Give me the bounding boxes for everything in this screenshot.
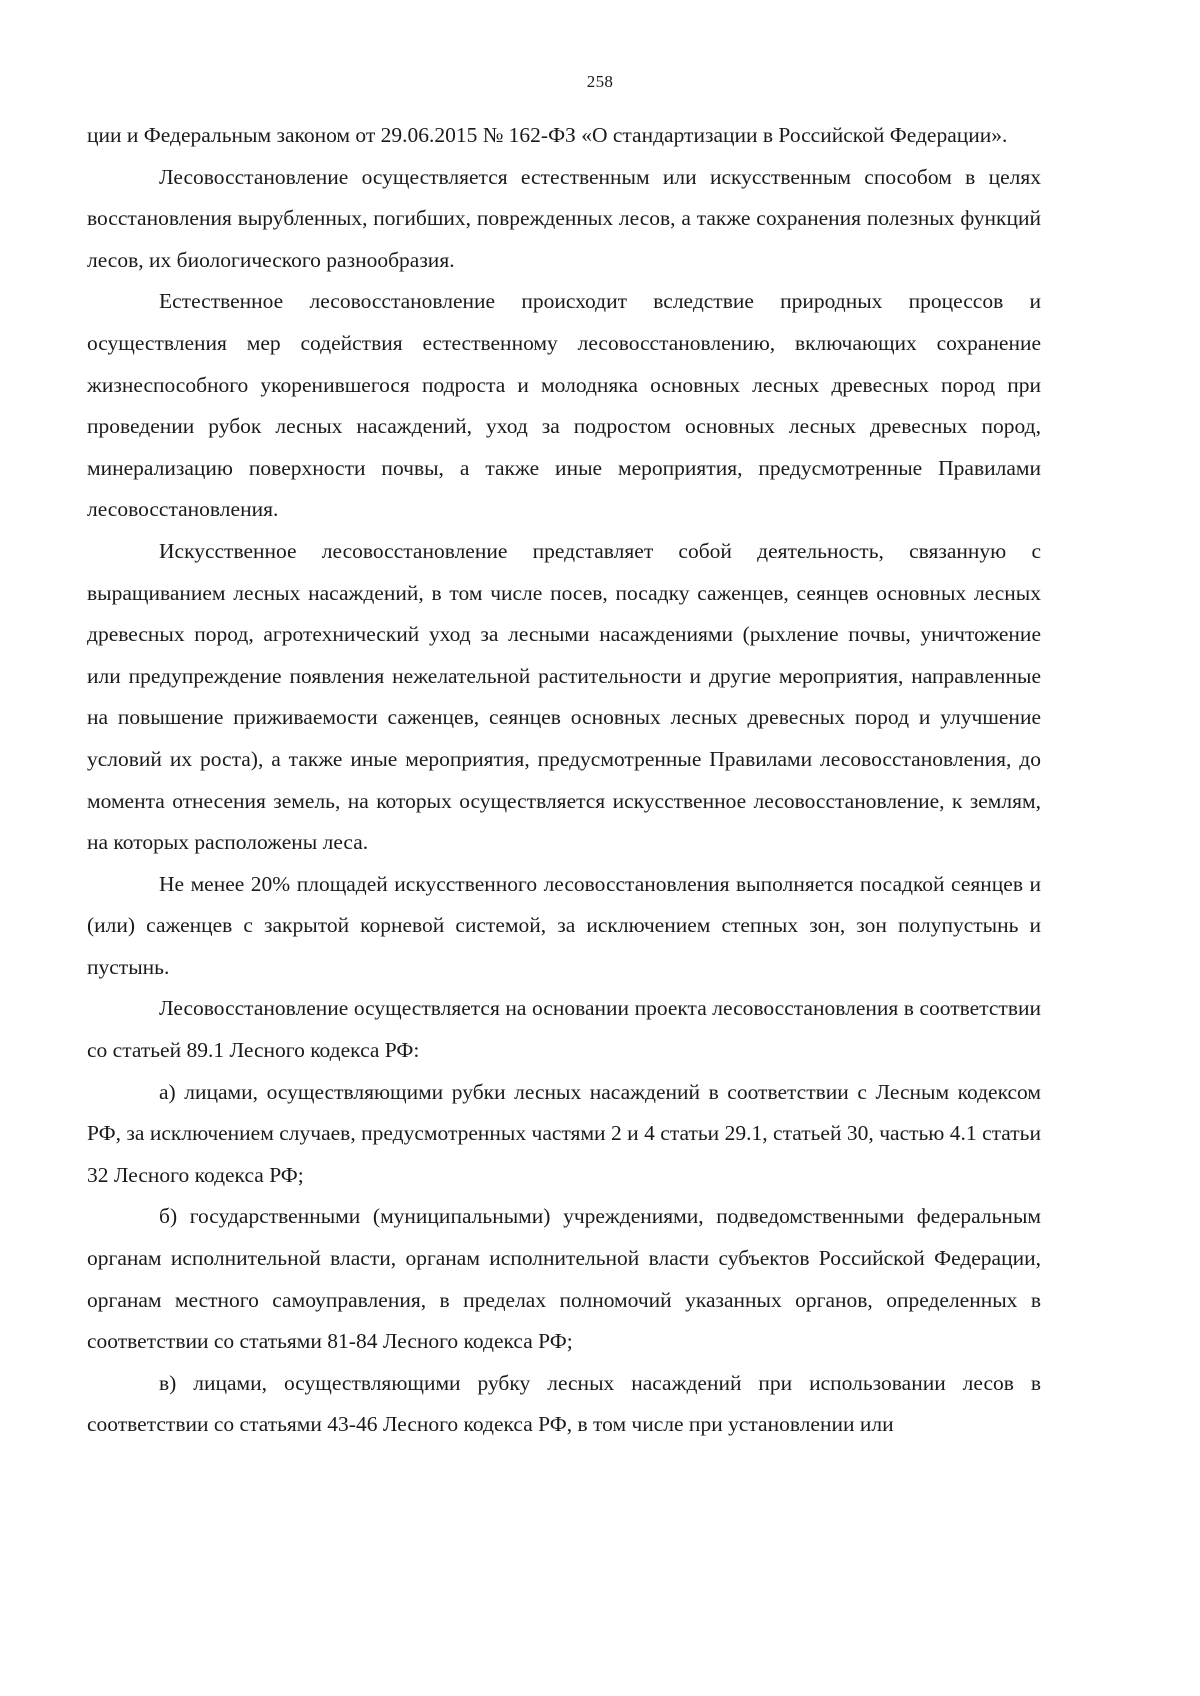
- document-body: [87, 115, 1041, 1446]
- paragraph: Искусственное лесовосстановление представляет собой деятельность, связанную с выращиванием лесных насаждений, в том числе посев, посадку саженцев, сеянцев основных лесных древесных пород, агротехнический уход за лесными насаждениями (рыхление почвы, уничтожение или предупреждение появления нежелательной растительности и другие мероприятия, направленные на повышение приживаемости саженцев, сеянцев основных лесных древесных пород и улучшение условий их роста), а также иные мероприятия, предусмотренные Правилами лесовосстановления, до момента отнесения земель, на которых осуществляется искусственное лесовосстановление, к землям, на которых расположены леса.: [87, 538, 1041, 855]
- paragraph-continuation: ции и Федеральным законом от 29.06.2015 № 162-ФЗ «О стандартизации в Российской Федерации».: [87, 123, 1008, 147]
- paragraph: Не менее 20% площадей искусственного лесовосстановления выполняется посадкой сеянцев и (или) саженцев с закрытой корневой системой, за исключением степных зон, зон полупустынь и пустынь.: [87, 871, 1041, 979]
- list-item-b: б) государственными (муниципальными) учреждениями, подведомственными федеральным органам исполнительной власти, органам исполнительной власти субъектов Российской Федерации, органам местного самоуправления, в пределах полномочий указанных органов, определенных в соответствии со статьями 81-84 Лесного кодекса РФ;: [87, 1204, 1041, 1354]
- paragraph: Естественное лесовосстановление происходит вследствие природных процессов и осуществления мер содействия естественному лесовосстановлению, включающих сохранение жизнеспособного укоренившегося подроста и молодняка основных лесных древесных пород при проведении рубок лесных насаждений, уход за подростом основных лесных древесных пород, минерализацию поверхности почвы, а также иные мероприятия, предусмотренные Правилами лесовосстановления.: [87, 289, 1041, 522]
- paragraph: Лесовосстановление осуществляется на основании проекта лесовосстановления в соответствии со статьей 89.1 Лесного кодекса РФ:: [87, 996, 1041, 1063]
- list-item-a: а) лицами, осуществляющими рубки лесных насаждений в соответствии с Лесным кодексом РФ, за исключением случаев, предусмотренных частями 2 и 4 статьи 29.1, статьей 30, частью 4.1 статьи 32 Лесного кодекса РФ;: [87, 1079, 1041, 1187]
- list-item-v: в) лицами, осуществляющими рубку лесных насаждений при использовании лесов в соответствии со статьями 43-46 Лесного кодекса РФ, в том числе при установлении или: [87, 1370, 1041, 1437]
- page-number: 258: [586, 72, 614, 91]
- paragraph: Лесовосстановление осуществляется естественным или искусственным способом в целях восстановления вырубленных, погибших, поврежденных лесов, а также сохранения полезных функций лесов, их биологического разнообразия.: [87, 164, 1041, 272]
